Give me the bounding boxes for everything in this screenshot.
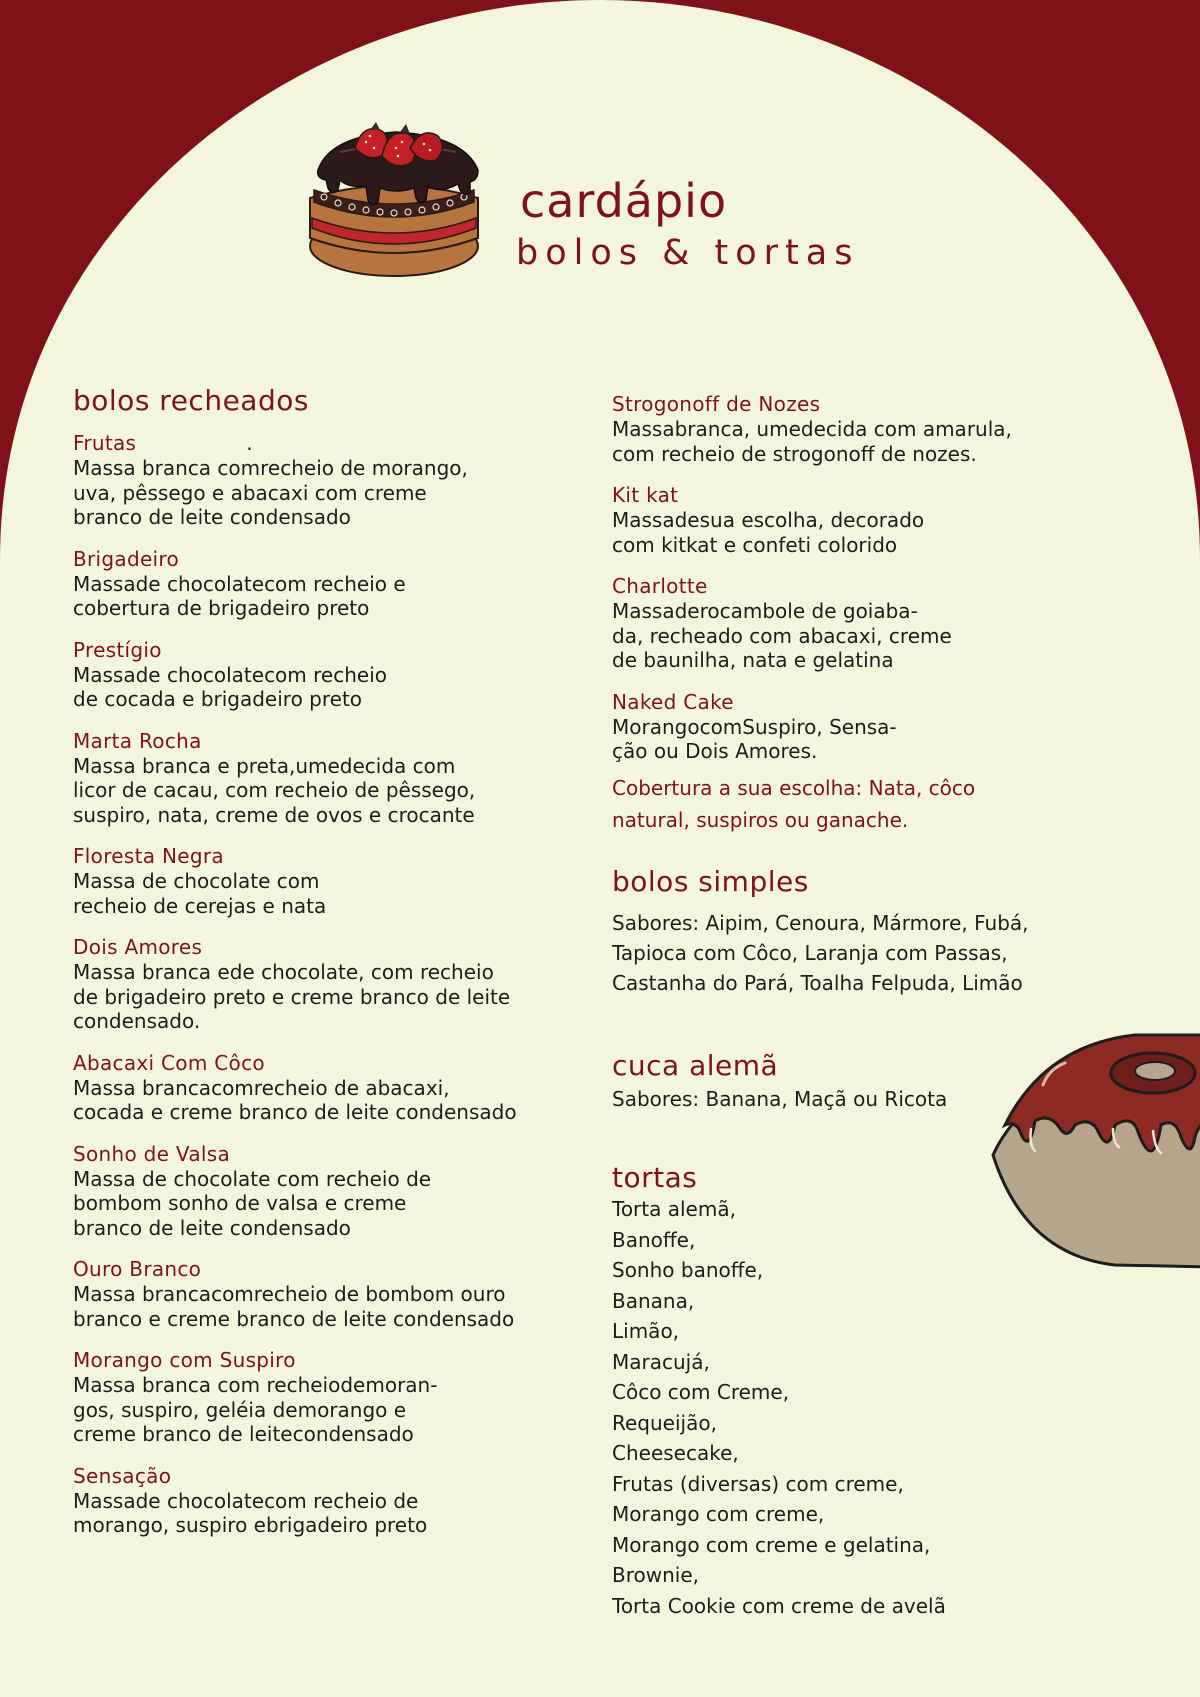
- section-title-bolos-recheados: bolos recheados: [73, 384, 309, 417]
- menu-item: [73, 1464, 573, 1538]
- item-description: Massa branca comrecheio de morango, uva, pêssego e abacaxi com creme branco de leite condensado: [73, 456, 468, 530]
- menu-item: [73, 1142, 573, 1241]
- layered-cake-icon: [300, 118, 500, 298]
- item-description: Massa branca ede chocolate, com recheio de brigadeiro preto e creme branco de leite condensado.: [73, 960, 511, 1034]
- bundt-cake-icon: [985, 1025, 1200, 1270]
- menu-item: [73, 935, 573, 1034]
- item-name: Dois Amores: [73, 935, 203, 960]
- menu-item: [73, 1051, 573, 1125]
- page-title: cardápio: [520, 174, 728, 228]
- left-column: [73, 385, 573, 1555]
- list-item: Maracujá,: [612, 1349, 710, 1374]
- item-name: Floresta Negra: [73, 844, 224, 869]
- item-name: Morango com Suspiro: [73, 1348, 296, 1373]
- item-name: [73, 431, 573, 456]
- item-description: Massa branca e preta,umedecida com licor de cacau, com recheio de pêssego, suspiro, nata, creme de ovos e crocante: [73, 753, 476, 827]
- section-title-cuca-alema: cuca alemã: [612, 1048, 779, 1082]
- list-item: Sonho banoffe,: [612, 1258, 764, 1283]
- item-name: Kit kat: [612, 483, 679, 507]
- menu-item: [612, 690, 1112, 764]
- list-item: Morango com creme,: [612, 1502, 825, 1527]
- menu-item: [612, 392, 1112, 466]
- item-mark: .: [246, 431, 253, 456]
- list-item: Limão,: [612, 1319, 680, 1344]
- list-item: Requeijão,: [612, 1410, 717, 1435]
- item-description: Massa de chocolate com recheio de cerejas e nata: [73, 869, 327, 918]
- item-description: Massa brancacomrecheio de bombom ouro branco e creme branco de leite condensado: [73, 1282, 515, 1331]
- item-name: Charlotte: [612, 574, 708, 598]
- list-item: Torta Cookie com creme de avelã: [612, 1593, 946, 1618]
- item-description: Massade chocolatecom recheio de morango, suspiro ebrigadeiro preto: [73, 1488, 428, 1538]
- bolos-simples-flavors: Sabores: Aipim, Cenoura, Mármore, Fubá, Tapioca com Côco, Laranja com Passas, Castanha do Pará, Toalha Felpuda, Limão: [612, 910, 1029, 995]
- item-description: Massaderocambole de goiaba- da, recheado com abacaxi, creme de baunilha, nata e gelatina: [612, 599, 952, 672]
- item-name: Prestígio: [73, 637, 162, 662]
- right-column: [612, 392, 1112, 1621]
- item-name: Naked Cake: [612, 689, 734, 714]
- section-title-bolos-simples: bolos simples: [612, 864, 809, 898]
- menu-item: [612, 483, 1112, 557]
- item-description: Massa de chocolate com recheio de bombom sonho de valsa e creme branco de leite condensado: [73, 1166, 432, 1240]
- cuca-alema-flavors: Sabores: Banana, Maçã ou Ricota: [612, 1086, 948, 1111]
- menu-item: [73, 1348, 573, 1447]
- section-title-tortas: tortas: [612, 1160, 698, 1194]
- list-item: Banoffe,: [612, 1227, 696, 1252]
- list-item: Côco com Creme,: [612, 1380, 790, 1405]
- menu-item: [73, 547, 573, 621]
- menu-item: [73, 1257, 573, 1331]
- item-description: Massadesua escolha, decorado com kitkat e confeti colorido: [612, 508, 925, 557]
- list-item: Brownie,: [612, 1563, 699, 1588]
- topping-note: Cobertura a sua escolha: Nata, côco natural, suspiros ou ganache.: [612, 775, 976, 832]
- item-description: MorangocomSuspiro, Sensa- ção ou Dois Amores.: [612, 714, 897, 763]
- list-item: Morango com creme e gelatina,: [612, 1532, 931, 1557]
- item-name: Marta Rocha: [73, 728, 202, 753]
- list-item: Cheesecake,: [612, 1441, 739, 1466]
- item-description: Massade chocolatecom recheio e cobertura de brigadeiro preto: [73, 571, 406, 621]
- item-description: Massa brancacomrecheio de abacaxi, cocada e creme branco de leite condensado: [73, 1075, 517, 1125]
- item-description: Massade chocolatecom recheio de cocada e brigadeiro preto: [73, 662, 387, 712]
- item-description: Massa branca com recheiodemoran- gos, suspiro, geléia demorango e creme branco de leitecondensado: [73, 1373, 438, 1447]
- page-subtitle: bolos & tortas: [516, 233, 860, 273]
- item-name: Ouro Branco: [73, 1257, 202, 1282]
- list-item: Frutas (diversas) com creme,: [612, 1471, 904, 1496]
- menu-item: [73, 431, 573, 530]
- list-item: Torta alemã,: [612, 1197, 736, 1222]
- item-name: Brigadeiro: [73, 546, 180, 571]
- item-name: Strogonoff de Nozes: [612, 392, 821, 416]
- item-name: Sensação: [73, 1463, 172, 1488]
- item-description: Massabranca, umedecida com amarula, com recheio de strogonoff de nozes.: [612, 417, 1012, 466]
- menu-item: [73, 729, 573, 828]
- menu-item: [73, 844, 573, 918]
- menu-item: [612, 574, 1112, 673]
- item-name: Sonho de Valsa: [73, 1141, 231, 1166]
- item-name: Abacaxi Com Côco: [73, 1050, 265, 1075]
- list-item: Banana,: [612, 1288, 695, 1313]
- menu-item: [73, 638, 573, 712]
- item-name-text: Frutas: [73, 431, 137, 456]
